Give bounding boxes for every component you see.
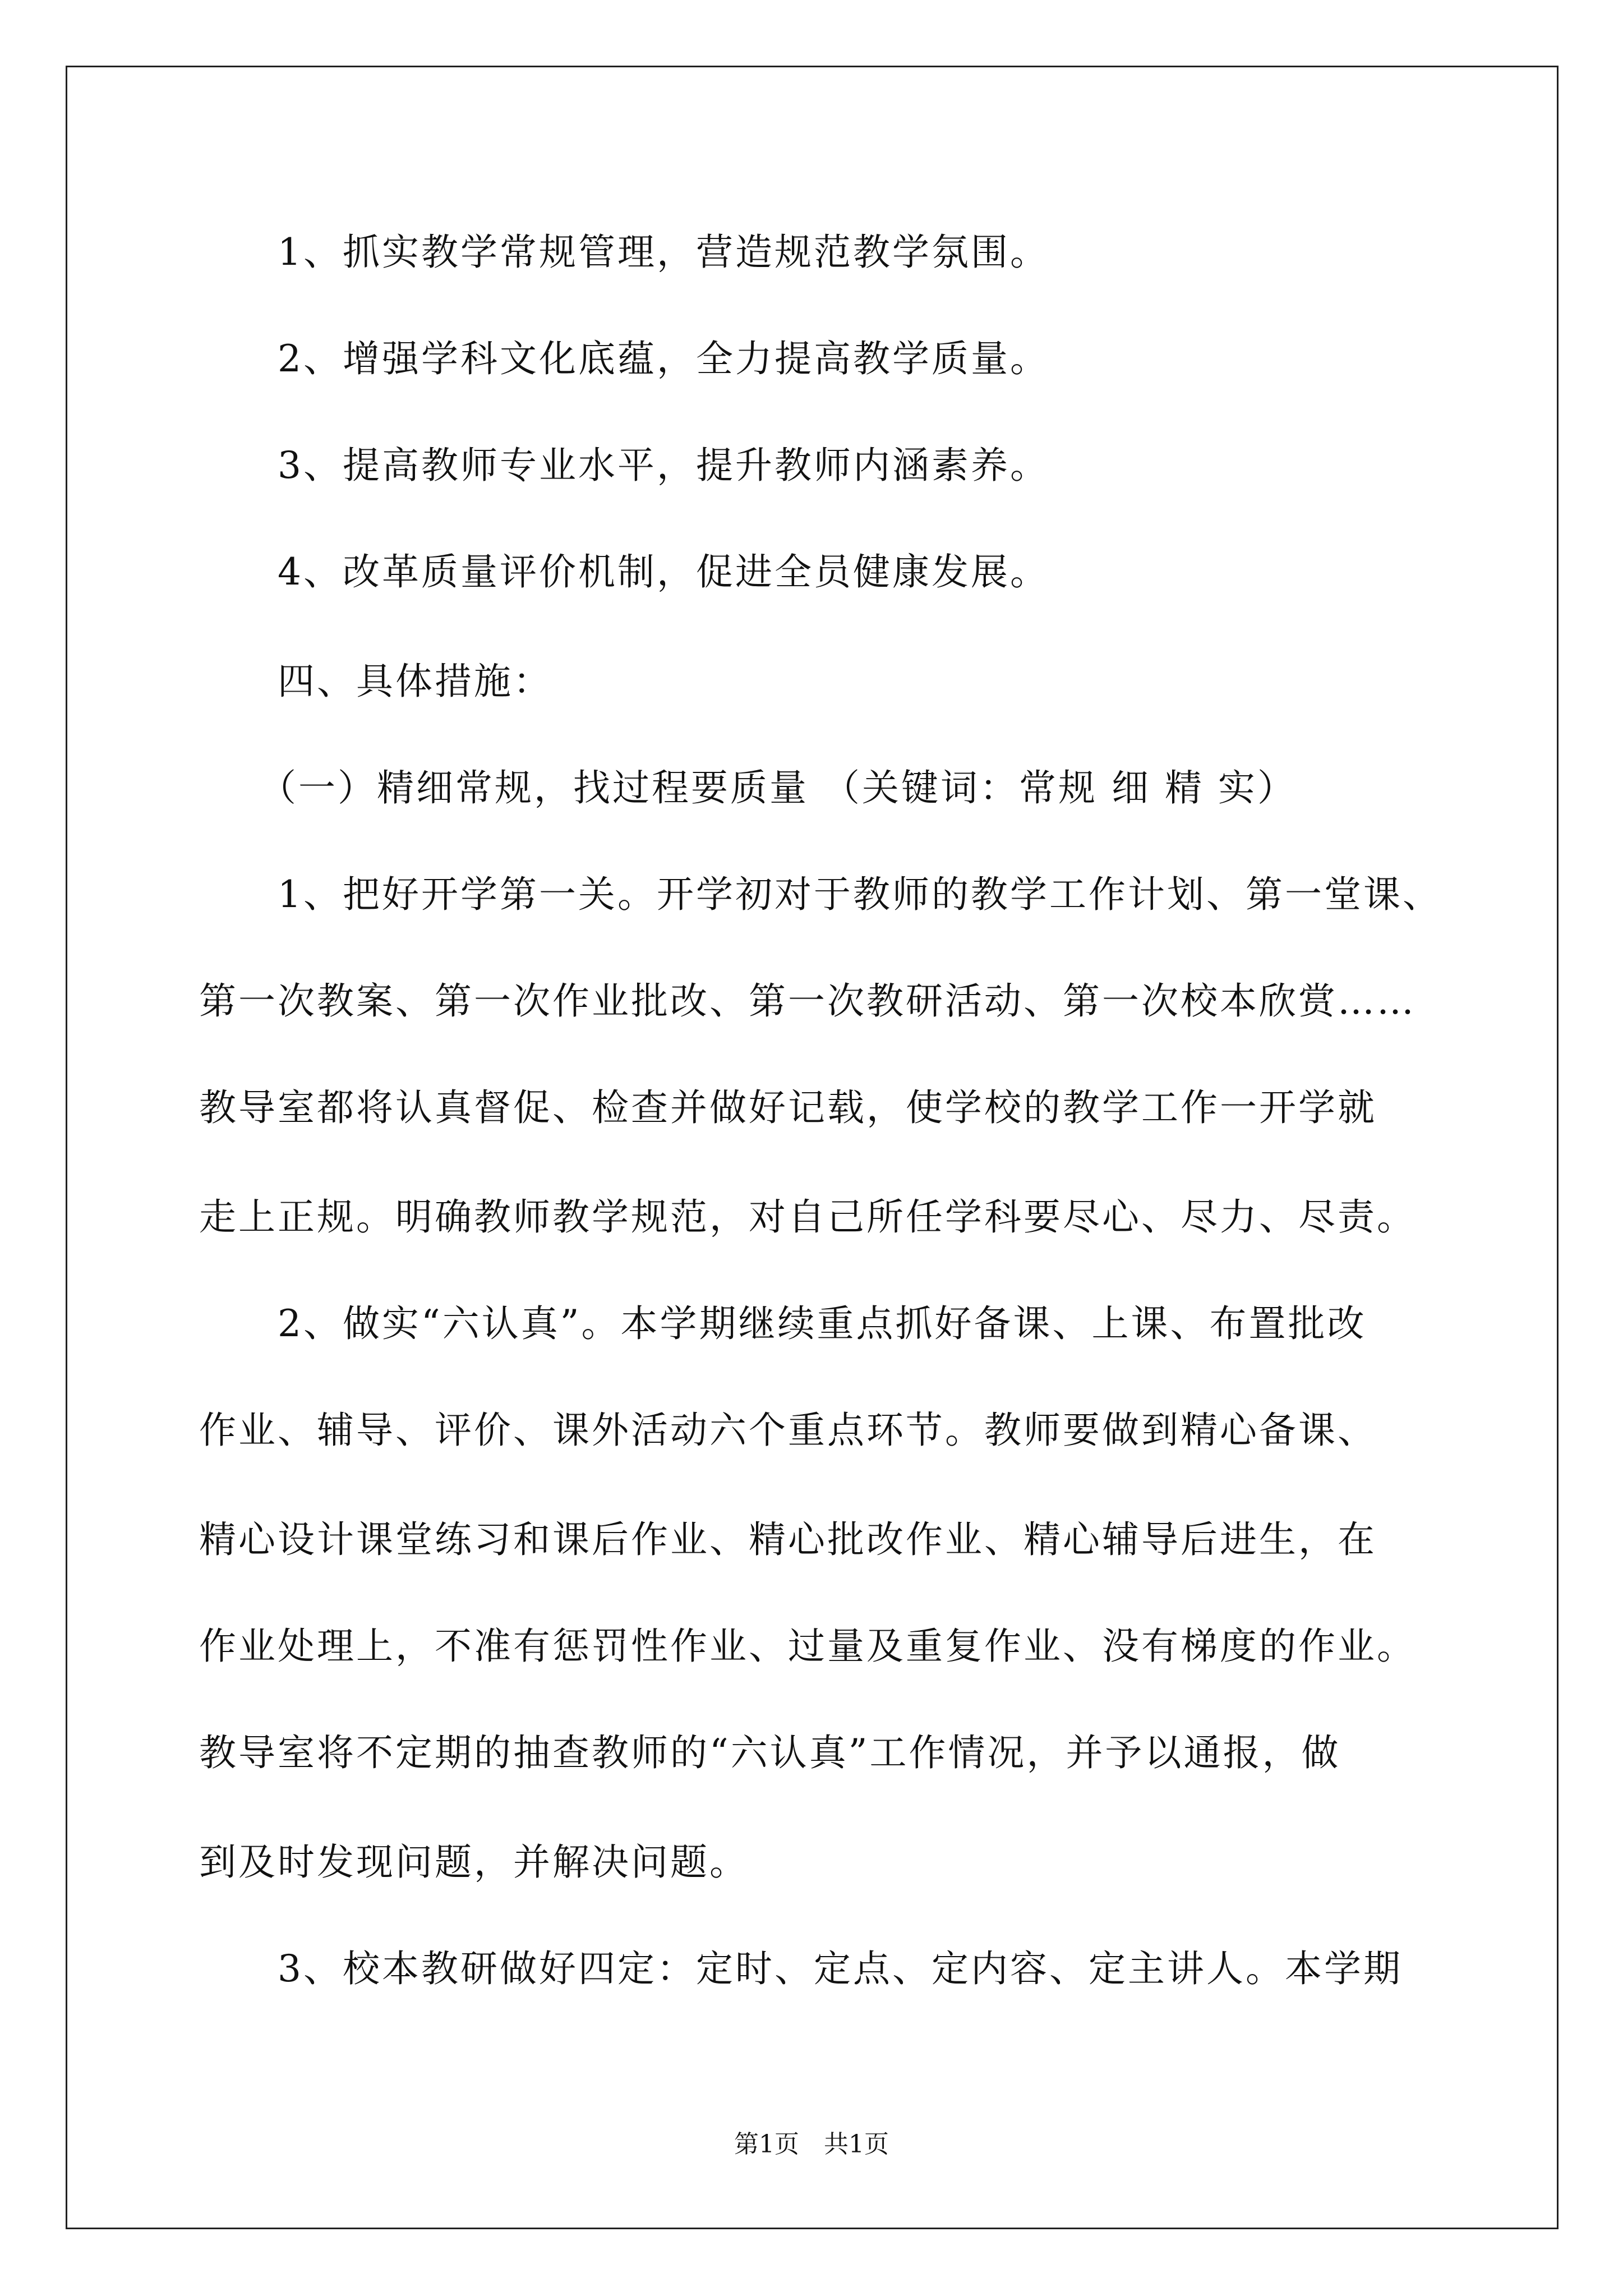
text-line: 精心设计课堂练习和课后作业、精心批改作业、精心辅导后进生，在 xyxy=(199,1518,1377,1561)
text-line: 走上正规。明确教师教学规范，对自己所任学科要尽心、尽力、尽责。 xyxy=(199,1195,1416,1239)
text-line: 作业处理上，不准有惩罚性作业、过量及重复作业、没有梯度的作业。 xyxy=(199,1625,1416,1668)
section-heading: 四、具体措施： xyxy=(199,660,552,703)
text-line: 到及时发现问题，并解决问题。 xyxy=(199,1841,749,1884)
text-line: 3、提高教师专业水平，提升教师内涵素养。 xyxy=(199,444,1049,487)
text-line: 1、把好开学第一关。开学初对于教师的教学工作计划、第一堂课、 xyxy=(199,873,1442,916)
subsection-heading: （一）精细常规，找过程要质量 （关键词：常规 细 精 实） xyxy=(199,766,1297,809)
text-line: 3、校本教研做好四定：定时、定点、定内容、定主讲人。本学期 xyxy=(199,1947,1403,1990)
page-number-footer: 第1页 共1页 xyxy=(734,2130,889,2159)
text-line: 2、做实“六认真”。本学期继续重点抓好备课、上课、布置批改 xyxy=(199,1302,1367,1345)
text-line: 教导室将不定期的抽查教师的“六认真”工作情况，并予以通报，做 xyxy=(199,1731,1341,1774)
text-line: 1、抓实教学常规管理，营造规范教学氛围。 xyxy=(199,231,1049,274)
text-line: 4、改革质量评价机制，促进全员健康发展。 xyxy=(199,550,1049,593)
text-line: 作业、辅导、评价、课外活动六个重点环节。教师要做到精心备课、 xyxy=(199,1409,1377,1452)
text-line: 教导室都将认真督促、检查并做好记载，使学校的教学工作一开学就 xyxy=(199,1086,1377,1129)
text-line: 第一次教案、第一次作业批改、第一次教研活动、第一次校本欣赏…… xyxy=(199,979,1416,1023)
text-line: 2、增强学科文化底蕴，全力提高教学质量。 xyxy=(199,337,1049,380)
page-border xyxy=(66,66,1559,2229)
